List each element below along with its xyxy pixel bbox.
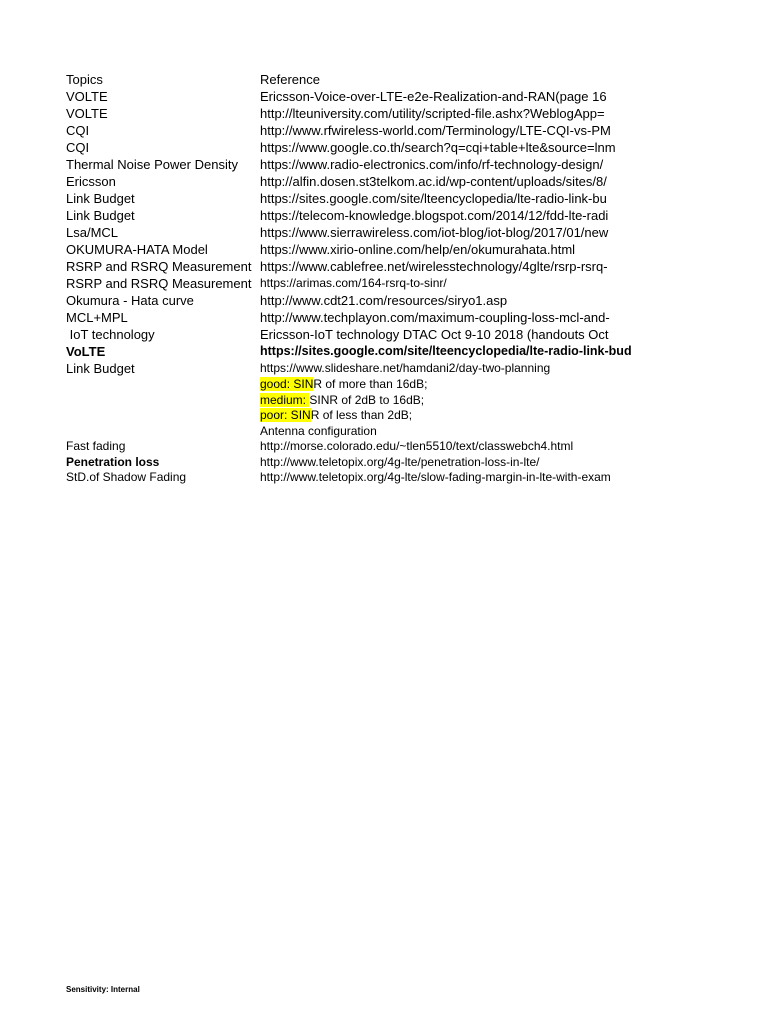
topic-cell: VoLTE	[66, 344, 106, 359]
table-row	[66, 241, 640, 258]
reference-cell	[260, 393, 640, 409]
reference-cell: http://www.cdt21.com/resources/siryo1.asp	[260, 293, 508, 308]
reference-cell: http://www.techplayon.com/maximum-coupling-loss-mcl-and-	[260, 310, 610, 325]
table-row	[66, 326, 640, 343]
highlighted-text: good: SIN	[260, 377, 314, 391]
topic-cell: Link Budget	[66, 208, 135, 223]
table-row	[66, 224, 640, 241]
topic-cell: Link Budget	[66, 191, 135, 206]
table-row	[66, 156, 640, 173]
reference-cell: http://www.rfwireless-world.com/Terminology/LTE-CQI-vs-PM	[260, 123, 611, 138]
reference-cell: https://telecom-knowledge.blogspot.com/2014/12/fdd-lte-radi	[260, 208, 609, 223]
topic-cell: Link Budget	[66, 361, 135, 376]
topic-cell: Penetration loss	[66, 454, 160, 469]
topic-cell: Thermal Noise Power Density	[66, 157, 238, 172]
topic-cell: IoT technology	[66, 327, 155, 342]
reference-cell: https://arimas.com/164-rsrq-to-sinr/	[260, 276, 447, 290]
topic-cell: VOLTE	[66, 106, 108, 121]
highlighted-text: poor: SIN	[260, 408, 311, 422]
table-row	[66, 309, 640, 326]
reference-cell: http://www.teletopix.org/4g-lte/penetration-loss-in-lte/	[260, 454, 540, 469]
topic-cell: OKUMURA-HATA Model	[66, 242, 208, 257]
topics-header: Topics	[66, 72, 103, 87]
highlighted-text: medium:	[260, 392, 310, 407]
table-row	[66, 408, 640, 424]
table-row	[66, 173, 640, 190]
reference-cell: Ericsson-IoT technology DTAC Oct 9-10 2018 (handouts Oct	[260, 327, 609, 342]
reference-cell: https://sites.google.com/site/lteencyclopedia/lte-radio-link-bu	[260, 191, 607, 206]
table-row	[66, 343, 640, 360]
topic-cell: Okumura - Hata curve	[66, 293, 194, 308]
topic-cell: RSRP and RSRQ Measurement	[66, 276, 252, 291]
sensitivity-label: Sensitivity: Internal	[66, 985, 140, 994]
reference-cell: http://morse.colorado.edu/~tlen5510/text/classwebch4.html	[260, 439, 574, 453]
reference-text: R of less than 2dB;	[310, 408, 413, 422]
table-row	[66, 292, 640, 309]
reference-cell: Antenna configuration	[260, 423, 377, 438]
reference-cell: http://www.teletopix.org/4g-lte/slow-fading-margin-in-lte-with-exam	[260, 470, 611, 484]
table-row	[66, 439, 640, 455]
reference-cell: https://www.radio-electronics.com/info/rf-technology-design/	[260, 157, 604, 172]
reference-text: R of more than 16dB;	[313, 377, 428, 391]
reference-cell: http://alfin.dosen.st3telkom.ac.id/wp-content/uploads/sites/8/	[260, 174, 607, 189]
topic-cell: RSRP and RSRQ Measurement	[66, 259, 252, 274]
reference-cell: Ericsson-Voice-over-LTE-e2e-Realization-and-RAN(page 16	[260, 89, 607, 104]
table-row	[66, 88, 640, 105]
table-row	[66, 275, 640, 292]
header-row	[66, 71, 640, 88]
reference-cell: https://www.cablefree.net/wirelesstechnology/4glte/rsrp-rsrq-	[260, 259, 608, 274]
table-row	[66, 122, 640, 139]
table-row	[66, 139, 640, 156]
topic-cell: VOLTE	[66, 89, 108, 104]
reference-cell: http://lteuniversity.com/utility/scripted-file.ashx?WeblogApp=	[260, 106, 605, 121]
topic-cell: Fast fading	[66, 439, 126, 453]
reference-cell: https://www.sierrawireless.com/iot-blog/iot-blog/2017/01/new	[260, 225, 609, 240]
topic-cell: Lsa/MCL	[66, 225, 119, 240]
table-row	[66, 455, 640, 471]
reference-cell: https://www.slideshare.net/hamdani2/day-two-planning	[260, 361, 551, 375]
topic-cell: CQI	[66, 140, 90, 155]
reference-cell	[260, 377, 640, 393]
reference-cell: https://www.xirio-online.com/help/en/okumurahata.html	[260, 242, 576, 257]
reference-cell: https://www.google.co.th/search?q=cqi+table+lte&source=lnm	[260, 140, 616, 155]
topic-cell: CQI	[66, 123, 90, 138]
table-row	[66, 360, 640, 377]
table-row	[66, 424, 640, 440]
table-row	[66, 190, 640, 207]
reference-cell	[260, 408, 640, 424]
topic-cell: MCL+MPL	[66, 310, 128, 325]
topic-cell: StD.of Shadow Fading	[66, 470, 187, 484]
table-row	[66, 207, 640, 224]
reference-header: Reference	[260, 72, 320, 87]
spreadsheet	[66, 71, 640, 486]
table-row	[66, 105, 640, 122]
table-row	[66, 377, 640, 393]
table-row	[66, 470, 640, 486]
table-row	[66, 393, 640, 409]
reference-cell: https://sites.google.com/site/lteencyclopedia/lte-radio-link-bud	[260, 344, 632, 358]
reference-text: SINR of 2dB to 16dB;	[309, 392, 425, 407]
table-row	[66, 258, 640, 275]
topic-cell: Ericsson	[66, 174, 116, 189]
